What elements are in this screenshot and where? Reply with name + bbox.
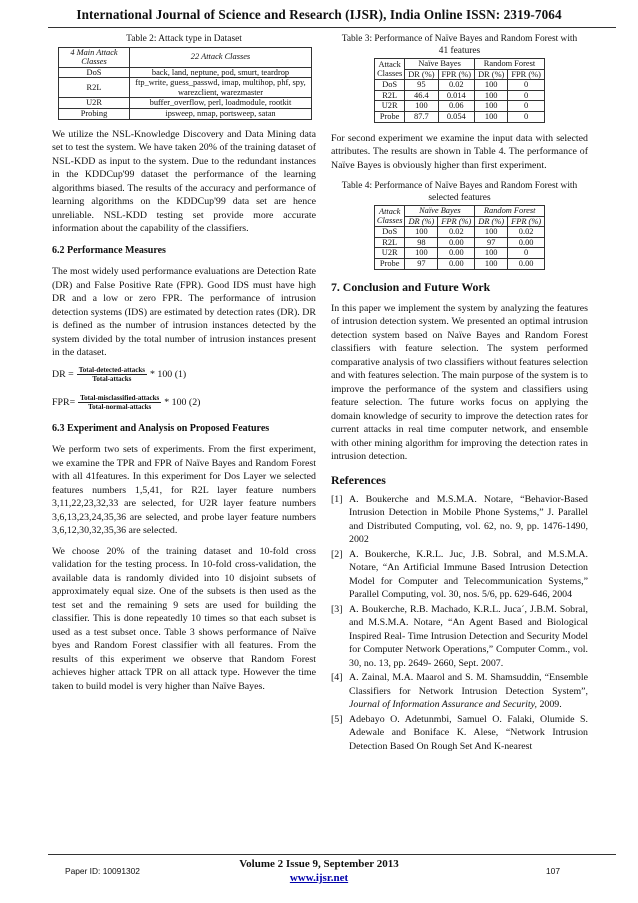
- table2: [58, 47, 312, 120]
- reference-item: [331, 713, 588, 754]
- table-cell: U2R: [375, 101, 405, 112]
- table4-header-row: [374, 206, 544, 217]
- table-cell: 0: [508, 101, 545, 112]
- table-cell: DR (%): [405, 69, 438, 80]
- table-cell: 100: [405, 101, 438, 112]
- table-cell: 0.06: [438, 101, 475, 112]
- table-cell: Probe: [375, 111, 405, 122]
- table-cell: DoS: [374, 227, 405, 238]
- table3: [374, 58, 545, 123]
- formula-fpr-fraction: [78, 394, 161, 412]
- paragraph-dataset: We utilize the NSL-Knowledge Discovery and Data Mining data set to test the system. We have taken 20% of the training dataset of NSL-KDD as input to the system. Due to the redundant instances in the KDDCup'99 dataset the performance of the learning algorithms biased. The results of the accuracy and performance of learning algorithms on the KDDCup'99 data set are hence unreliable. NSL-KDD testing set provide more accurate information about the capability of the classifiers.: [52, 128, 316, 235]
- reference-number: [2]: [331, 548, 343, 560]
- table-cell: 100: [475, 259, 508, 270]
- table-cell: 0.014: [438, 90, 475, 101]
- table-cell: 0: [508, 248, 545, 259]
- formula-dr-lhs: DR =: [52, 368, 74, 380]
- table-cell: DR (%): [475, 69, 508, 80]
- table-cell: 97: [405, 259, 438, 270]
- reference-item: [331, 493, 588, 547]
- table-cell: 0.00: [438, 259, 475, 270]
- footer-url-link[interactable]: www.ijsr.net: [289, 872, 349, 884]
- paragraph-performance-measures: The most widely used performance evaluations are Detection Rate (DR) and False Positive Rate (FPR). Good IDS must have high DR and a low or zero FPR. The performance of intrusion detection systems (IDS) are estimated by detection rates (DR). DR is defined as the number of intrusion instances detected by the system divided by the total number of intrusion instances present in the dataset.: [52, 266, 316, 359]
- paragraph-conclusion: In this paper we implement the system by analyzing the features of intrusion detection system. We presented an optimal intrusion detection system based on Naïve Bayes and Random Forest classifiers with feature selection. The system performed comparative analysis of two classifiers without features selection and with features selection. The main purpose of the system is to improve the performance of the system and classifiers using feature selection. The future works focus on applying the domain knowledge of security to improve the detection rates for current attacks in real time computer network, and ensemble with other mining algorithm for improving the detection rates in intrusion detection.: [331, 302, 588, 463]
- paragraph-second-experiment: For second experiment we examine the input data with selected attributes. The results are shown in Table 4. The performance of Naïve Bayes is obviously higher than first experiment.: [331, 132, 588, 171]
- table-cell: U2R: [59, 98, 130, 109]
- right-column: [331, 34, 588, 754]
- table-row: [374, 248, 544, 259]
- formula-dr-rhs: * 100 (1): [150, 368, 187, 380]
- table-cell: U2R: [374, 248, 405, 259]
- reference-number: [1]: [331, 493, 343, 505]
- table-cell: FPR (%): [508, 69, 545, 80]
- table-cell: DR (%): [405, 216, 438, 227]
- formula-fpr-lhs: FPR=: [52, 396, 76, 408]
- formula-fpr-numerator: Total-misclassified-attacks: [80, 393, 160, 402]
- table-row: [374, 237, 544, 248]
- table-cell: DR (%): [475, 216, 508, 227]
- table-cell: 0.054: [438, 111, 475, 122]
- table-cell: 97: [475, 237, 508, 248]
- section-6-3-heading: 6.3 Experiment and Analysis on Proposed Features: [52, 422, 270, 434]
- section-7-heading: 7. Conclusion and Future Work: [331, 279, 491, 294]
- table-cell: FPR (%): [508, 216, 545, 227]
- reference-number: [3]: [331, 603, 343, 615]
- table-row: [375, 90, 545, 101]
- reference-text: A. Boukerche, R.B. Machado, K.R.L. Juca´, J.B.M. Sobral, and M.S.M.A. Notare, “An Agent Based and Biological Inspired Real- Time Intrusion Detection and Security Model for Computer Network Operations,” Computer Comm., vol. 30, no. 13, pp. 2649- 2660, Sept. 2007.: [349, 603, 588, 669]
- table-cell: 46.4: [405, 90, 438, 101]
- table-cell: 0.00: [438, 237, 475, 248]
- formula-dr-fraction: [77, 366, 147, 384]
- table3-attack-header: Attack Classes: [375, 59, 405, 80]
- table-cell: R2L: [375, 90, 405, 101]
- reference-text: A. Boukerche and M.S.M.A. Notare, “Behavior-Based Intrusion Detection in Mobile Phone Systems,” J. Parallel and Distributed Computing, vol. 62, no. 9, pp. 1476-1490, 2002: [349, 493, 588, 546]
- table-row: [59, 67, 312, 78]
- formula-fpr: [52, 394, 316, 412]
- table-cell: 100: [475, 248, 508, 259]
- table-cell: 95: [405, 80, 438, 91]
- table-cell: 100: [475, 101, 508, 112]
- footer-page-number: 107: [546, 866, 560, 876]
- formula-fpr-denominator: Total-normal-attacks: [88, 403, 152, 412]
- table-row: [374, 227, 544, 238]
- table-cell: 0.02: [508, 227, 545, 238]
- table-cell: ftp_write, guess_passwd, imap, multihop, phf, spy, warezclient, warezmaster: [130, 78, 312, 98]
- table-cell: 0: [508, 90, 545, 101]
- header-rule: [48, 27, 616, 28]
- table4-rf-header: Random Forest: [475, 206, 545, 217]
- table-row: [59, 78, 312, 98]
- references-list: [331, 493, 588, 754]
- table-cell: 0: [508, 80, 545, 91]
- table2-col2-header: 22 Attack Classes: [130, 47, 312, 67]
- reference-number: [4]: [331, 672, 343, 684]
- table-cell: R2L: [59, 78, 130, 98]
- table-cell: 0.00: [508, 259, 545, 270]
- table-cell: 100: [475, 227, 508, 238]
- paragraph-experiments: We perform two sets of experiments. From the first experiment, we examine the TPR and FPR of Naïve Bayes and Random Forest with all 41features. In this experiment for Dos Layer we selected features numbers 1,5,41, for R2L layer feature numbers 3,11,22,23,32,33 are selected, for U2R layer feature numbers 3,6,13,23,24,35,36 are selected, and probe layer feature numbers 3,6,12,30,32,35,36 are selected.: [52, 444, 316, 537]
- table-cell: 100: [475, 80, 508, 91]
- table2-header-row: [59, 47, 312, 67]
- formula-dr-denominator: Total-attacks: [92, 375, 132, 384]
- table-cell: 87.7: [405, 111, 438, 122]
- table-cell: 100: [475, 111, 508, 122]
- table-cell: 0.00: [438, 248, 475, 259]
- table4-attack-header: Attack Classes: [374, 206, 405, 227]
- table2-col1-header: 4 Main Attack Classes: [59, 47, 130, 67]
- table-cell: 100: [475, 90, 508, 101]
- table-cell: 100: [405, 248, 438, 259]
- table-cell: 0.00: [508, 237, 545, 248]
- table-cell: ipsweep, nmap, portsweep, satan: [130, 109, 312, 120]
- table-cell: DoS: [59, 67, 130, 78]
- table-cell: buffer_overflow, perl, loadmodule, rootkit: [130, 98, 312, 109]
- table-cell: back, land, neptune, pod, smurt, teardrop: [130, 67, 312, 78]
- table-row: [374, 259, 544, 270]
- reference-item: [331, 603, 588, 671]
- references-heading: References: [331, 472, 386, 487]
- table4: [374, 205, 545, 270]
- table3-caption: Table 3: Performance of Naïve Bayes and Random Forest with 41 features: [341, 34, 578, 56]
- table-row: [59, 98, 312, 109]
- table4-nb-header: Naïve Bayes: [405, 206, 475, 217]
- footer-volume: Volume 2 Issue 9, September 2013: [239, 858, 399, 870]
- table-cell: 100: [405, 227, 438, 238]
- table4-caption: Table 4: Performance of Naïve Bayes and Random Forest with selected features: [341, 181, 578, 203]
- table3-header-row: [375, 59, 545, 70]
- paragraph-cross-validation: We choose 20% of the training dataset and 10-fold cross validation for the testing process. In 10-fold cross-validation, the available data is randomly divided into 10 disjoint subsets of approximately equal size. One of the subsets is then used as the test set and the remaining 9 sets are used for building the classifier. This is done repeatedly 10 times so that each subset is used as a test subset once. Table 3 shows performance of Naïve byes and Random Forest classifier with all features. From the results of this experiment we observe that Random Forest achieves higher attack TPR on all attack type. However the time taken to build model is very higher than Naïve Bayes.: [52, 545, 316, 692]
- table-cell: Probing: [59, 109, 130, 120]
- table3-nb-header: Naïve Bayes: [405, 59, 475, 70]
- table-cell: FPR (%): [438, 69, 475, 80]
- reference-text: A. Boukerche, K.R.L. Juc, J.B. Sobral, and M.S.M.A. Notare, “An Artificial Immune Based Intrusion Detection Model for Computer and Telecommunication Systems,” Parallel Computing, vol. 30, nos. 5/6, pp. 629-646, 2004: [349, 548, 588, 601]
- reference-item: [331, 671, 588, 712]
- table-cell: 98: [405, 237, 438, 248]
- table-cell: FPR (%): [438, 216, 475, 227]
- reference-item: [331, 548, 588, 602]
- left-column: [52, 34, 316, 693]
- table-cell: R2L: [374, 237, 405, 248]
- formula-dr: [52, 366, 316, 384]
- formula-fpr-rhs: * 100 (2): [164, 396, 201, 408]
- footer-paper-id: Paper ID: 10091302: [65, 866, 140, 876]
- table-cell: DoS: [375, 80, 405, 91]
- table-cell: 0: [508, 111, 545, 122]
- table2-caption: Table 2: Attack type in Dataset: [126, 34, 242, 44]
- table-row: [375, 101, 545, 112]
- table3-rf-header: Random Forest: [475, 59, 545, 70]
- table-row: [375, 80, 545, 91]
- table-row: [59, 109, 312, 120]
- journal-header: International Journal of Science and Research (IJSR), India Online ISSN: 2319-7064: [76, 7, 562, 22]
- reference-text: Adebayo O. Adetunmbi, Samuel O. Falaki, Olumide S. Adewale and Boniface K. Alese, “Network Intrusion Detection Based On Rough Set And K-nearest: [349, 713, 588, 752]
- section-6-2-heading: 6.2 Performance Measures: [52, 244, 166, 256]
- reference-number: [5]: [331, 713, 343, 725]
- footer-rule: [48, 854, 616, 855]
- table-row: [375, 111, 545, 122]
- formula-dr-numerator: Total-detected-attacks: [78, 365, 145, 374]
- table-cell: 0.02: [438, 80, 475, 91]
- table-cell: 0.02: [438, 227, 475, 238]
- table-cell: Probe: [374, 259, 405, 270]
- reference-text: A. Zainal, M.A. Maarol and S. M. Shamsuddin, “Ensemble Classifiers for Network Intrusion Detection System”, Journal of Information Assurance and Security, 2009.: [349, 672, 588, 711]
